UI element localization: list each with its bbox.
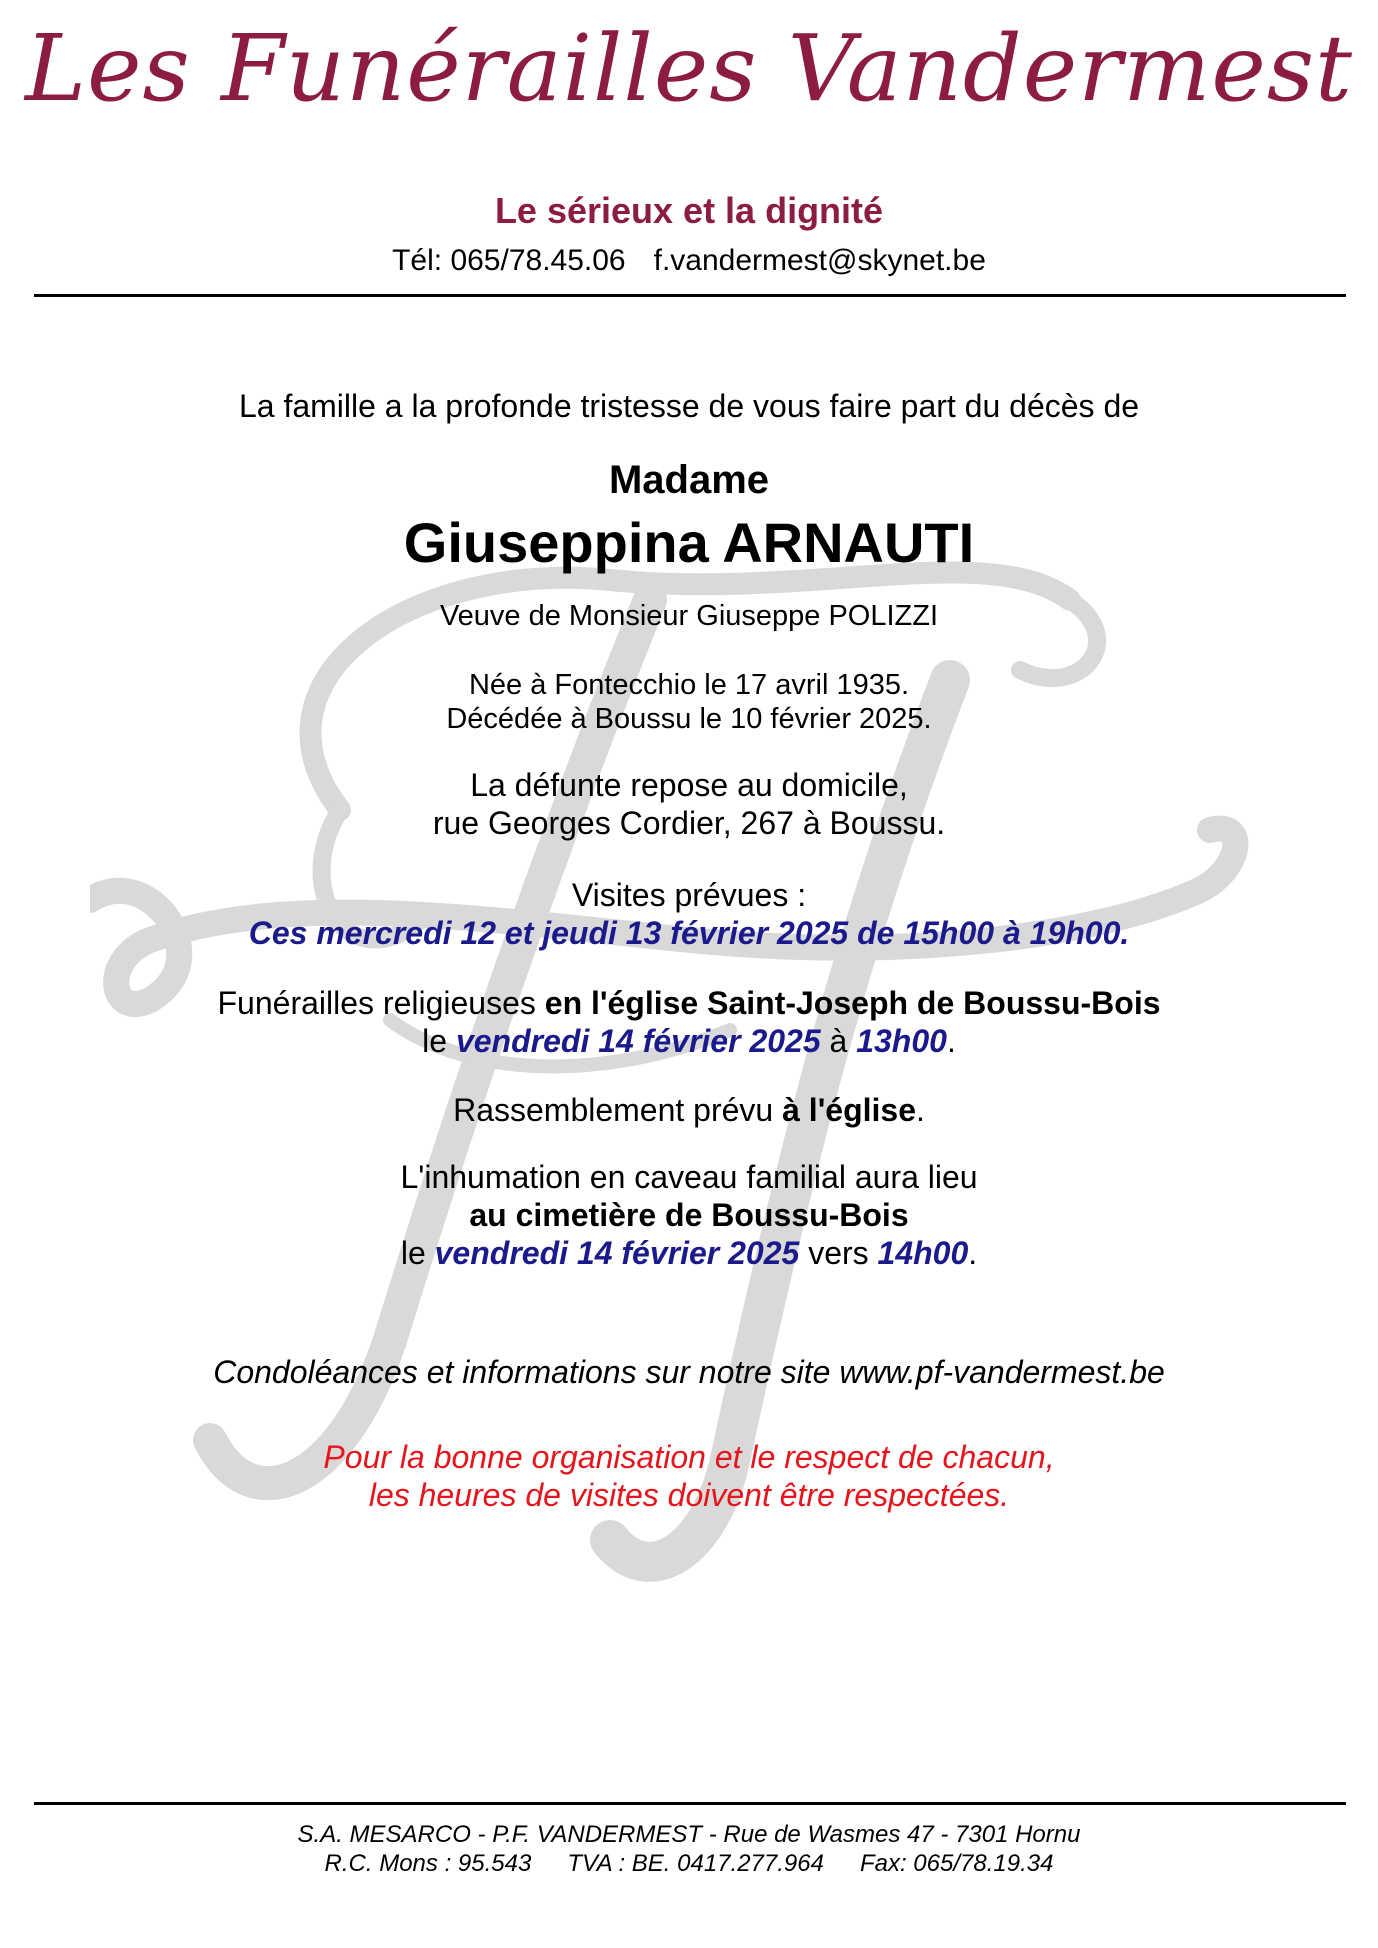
visits-dates: Ces mercredi 12 et jeudi 13 février 2025 de 15h00 à 19h00.	[248, 915, 1130, 951]
contact-line	[0, 244, 1378, 278]
intro-text: La famille a la profonde tristesse de vous faire part du décès de	[238, 388, 1140, 424]
footer-registration-line	[0, 1849, 1378, 1878]
funeral-place: en l'église Saint-Joseph de Boussu-Bois	[544, 985, 1161, 1021]
funeral-date: vendredi 14 février 2025	[455, 1023, 821, 1059]
footer	[0, 1820, 1378, 1878]
funeral-prefix: Funérailles religieuses	[217, 985, 536, 1021]
burial-line-1: L'inhumation en caveau familial aura lieu	[400, 1159, 978, 1195]
repose-line-1: La défunte repose au domicile,	[470, 767, 908, 803]
footer-company-line: S.A. MESARCO - P.F. VANDERMEST - Rue de Wasmes 47 - 7301 Hornu	[297, 1821, 1081, 1848]
footer-rc: R.C. Mons : 95.543	[324, 1850, 532, 1877]
funeral-time: 13h00	[856, 1023, 947, 1059]
burial-le: le	[400, 1235, 426, 1271]
funeral-line-2: le vendredi 14 février 2025 à 13h00.	[422, 1023, 956, 1059]
birth-line: Née à Fontecchio le 17 avril 1935.	[468, 669, 910, 701]
deceased-name: Giuseppina ARNAUTI	[403, 511, 975, 574]
burial-line-3: le vendredi 14 février 2025 vers 14h00.	[400, 1235, 978, 1271]
email-link[interactable]: f.vandermest@skynet.be	[653, 244, 986, 277]
slogan: Le sérieux et la dignité	[494, 190, 884, 231]
funeral-le: le	[422, 1023, 448, 1059]
burial-date: vendredi 14 février 2025	[434, 1235, 800, 1271]
birth-death-block	[0, 668, 1378, 736]
funeral-a: à	[829, 1023, 848, 1059]
repose-block	[0, 766, 1378, 842]
gathering-line: Rassemblement prévu à l'église.	[453, 1092, 925, 1128]
burial-place: au cimetière de Boussu-Bois	[469, 1197, 909, 1233]
visits-label: Visites prévues :	[571, 877, 807, 913]
burial-block	[0, 1158, 1378, 1272]
death-line: Décédée à Boussu le 10 février 2025.	[446, 703, 932, 735]
burial-vers: vers	[808, 1235, 869, 1271]
funeral-block	[0, 984, 1378, 1060]
notice-line-1: Pour la bonne organisation et le respect de chacun,	[323, 1439, 1055, 1475]
phone: Tél: 065/78.45.06	[392, 244, 626, 277]
gather-prefix: Rassemblement prévu	[453, 1092, 774, 1128]
burial-time: 14h00	[877, 1235, 969, 1271]
gather-place: à l'église	[782, 1092, 917, 1128]
notice-line-2: les heures de visites doivent être respectées.	[368, 1477, 1010, 1513]
repose-line-2: rue Georges Cordier, 267 à Boussu.	[432, 805, 946, 841]
widow-line: Veuve de Monsieur Giuseppe POLIZZI	[439, 600, 939, 632]
bottom-divider	[34, 1802, 1346, 1805]
visits-block	[0, 876, 1378, 952]
condolences-line[interactable]: Condoléances et informations sur notre site www.pf-vandermest.be	[213, 1354, 1165, 1390]
brand-logo: Les Funérailles Vandermest	[24, 15, 1354, 122]
footer-fax: Fax: 065/78.19.34	[859, 1850, 1054, 1877]
funeral-line-1	[0, 984, 1378, 1022]
deceased-title: Madame	[608, 458, 770, 502]
visit-hours-notice	[0, 1438, 1378, 1514]
footer-tva: TVA : BE. 0417.277.964	[567, 1850, 824, 1877]
top-divider	[34, 294, 1346, 297]
